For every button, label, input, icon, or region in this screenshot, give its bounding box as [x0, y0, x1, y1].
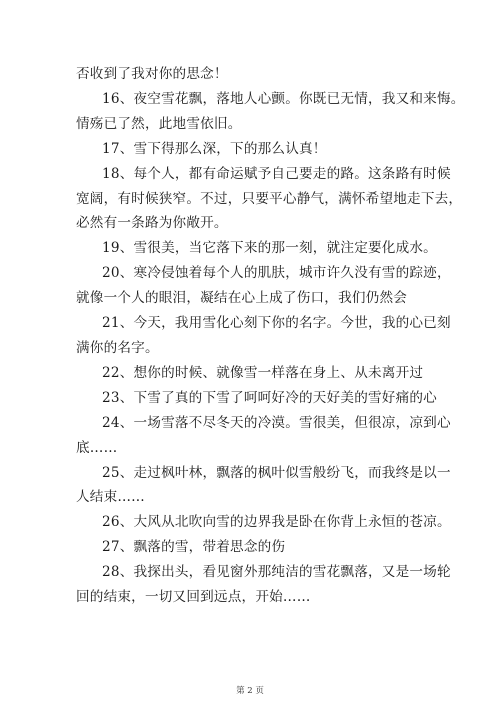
text-line: 必然有一条路为你敞开。: [76, 215, 228, 232]
list-item-23: 23、下雪了真的下雪了呵呵好冷的天好美的雪好痛的心: [102, 389, 437, 406]
list-item-19: 19、雪很美，当它落下来的那一刻，就注定要化成水。: [102, 240, 437, 257]
list-item-25: 25、走过枫叶林，飘落的枫叶似雪般纷飞，而我终是以一: [102, 464, 451, 481]
text-line: 就像一个人的眼泪，凝结在心上成了伤口，我们仍然会: [76, 290, 408, 307]
list-item-20: 20、寒冷侵蚀着每个人的肌肤，城市许久没有雪的踪迹，: [102, 265, 451, 282]
list-item-17: 17、雪下得那么深，下的那么认真！: [102, 140, 327, 157]
text-line: 人结束……: [76, 489, 145, 506]
text-line: 情殇已了然，此地雪依旧。: [76, 115, 242, 132]
text-line: 宽阔，有时候狭窄。不过，只要平心静气，满怀希望地走下去，: [76, 190, 463, 207]
text-line: 底……: [76, 439, 118, 456]
list-item-18: 18、每个人，都有命运赋予自己要走的路。这条路有时候: [102, 165, 451, 182]
document-body: [76, 62, 465, 610]
list-item-22: 22、想你的时候、就像雪一样落在身上、从未离开过: [102, 364, 424, 381]
text-line: 否收到了我对你的思念！: [76, 66, 228, 82]
page-number: 第 2 页: [236, 686, 264, 696]
list-item-24: 24、一场雪落不尽冬天的冷漠。雪很美，但很凉，凉到心: [102, 414, 451, 431]
text-line: 回的结束，一切又回到远点，开始……: [76, 589, 311, 606]
list-item-16: 16、夜空雪花飘，落地人心颤。你既已无情，我又和来悔。: [102, 90, 465, 107]
text-line: 满你的名字。: [76, 339, 159, 356]
list-item-27: 27、飘落的雪，带着思念的伤: [102, 539, 286, 556]
list-item-28: 28、我探出头，看见窗外那纯洁的雪花飘落，又是一场轮: [102, 564, 451, 581]
list-item-21: 21、今天，我用雪化心刻下你的名字。今世，我的心已刻: [102, 315, 451, 332]
list-item-26: 26、大风从北吹向雪的边界我是卧在你背上永恒的苍凉。: [102, 514, 451, 531]
